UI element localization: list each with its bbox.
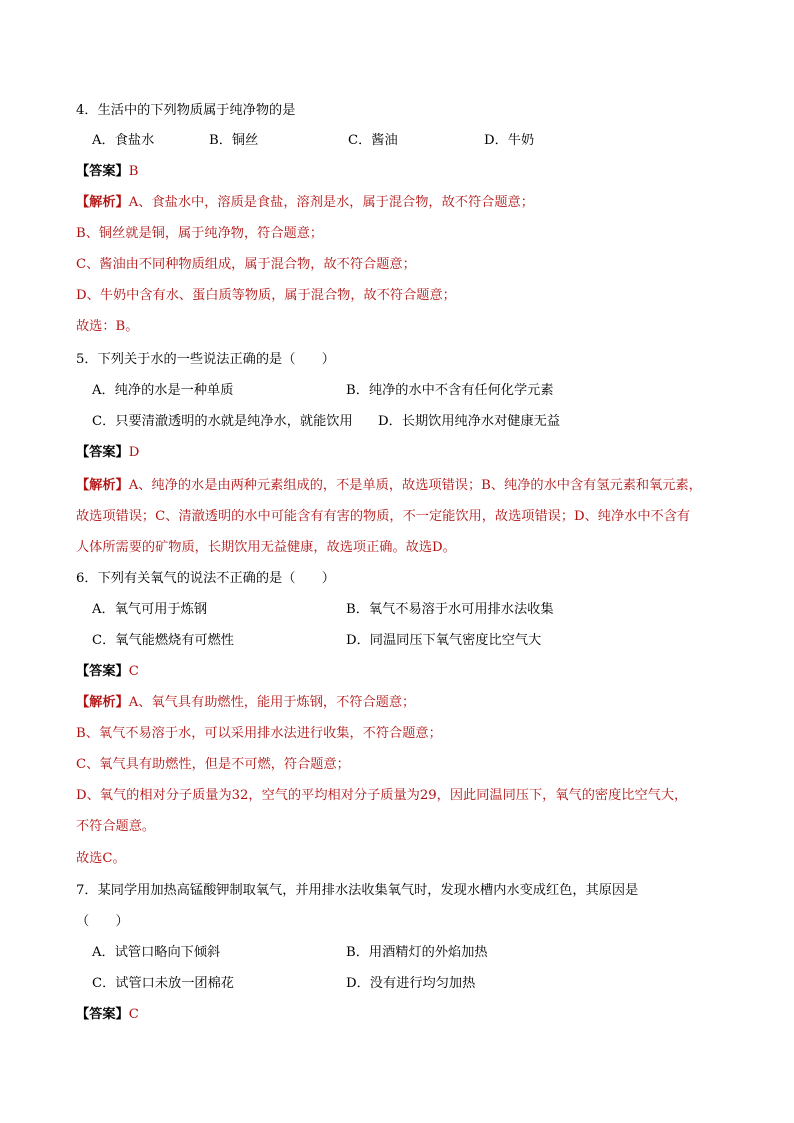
q4-analysis-line: D、牛奶中含有水、蛋白质等物质，属于混合物，故不符合题意； [76, 288, 456, 303]
answer-tag: 【答案】 [76, 445, 129, 460]
q6-option-c: C．氧气能燃烧有可燃性 [92, 633, 234, 648]
q6-analysis-line: B、氧气不易溶于水，可以采用排水法进行收集，不符合题意； [76, 726, 442, 741]
q7-answer [76, 1005, 139, 1025]
q7-stem: 7．某同学用加热高锰酸钾制取氧气，并用排水法收集氧气时，发现水槽内水变成红色，其原因是 [76, 883, 639, 898]
q6-analysis-line: 不符合题意。 [76, 819, 156, 834]
q4-conclusion: 故选：B。 [76, 319, 139, 334]
q6-option-a: A．氧气可用于炼钢 [92, 602, 208, 617]
answer-value: B [128, 164, 139, 179]
q6-analysis-line: D、氧气的相对分子质量为32，空气的平均相对分子质量为29，因此同温同压下，氧气的密度比空气大， [76, 788, 688, 803]
analysis-text: A、纯净的水是由两种元素组成的，不是单质，故选项错误；B、纯净的水中含有氢元素和氧元素， [128, 478, 702, 493]
q4-option-b: B．铜丝 [209, 133, 259, 148]
q5-analysis-line: 故选项错误；C、清澈透明的水中可能含有有害的物质，不一定能饮用，故选项错误；D、纯净水中不含有 [76, 509, 691, 524]
q6-option-b: B．氧气不易溶于水可用排水法收集 [346, 602, 554, 617]
q6-answer [76, 662, 139, 682]
q4-option-c: C．酱油 [348, 133, 398, 148]
analysis-text: A、氧气具有助燃性，能用于炼钢，不符合题意； [128, 695, 416, 710]
q4-analysis-line: B、铜丝就是铜，属于纯净物，符合题意； [76, 226, 324, 241]
q5-answer [76, 443, 139, 463]
q5-option-a: A．纯净的水是一种单质 [92, 383, 234, 398]
answer-tag: 【答案】 [76, 1007, 129, 1022]
analysis-tag: 【解析】 [76, 478, 129, 493]
analysis-text: A、食盐水中，溶质是食盐，溶剂是水，属于混合物，故不符合题意； [128, 195, 534, 210]
q6-option-d: D．同温同压下氧气密度比空气大 [346, 633, 542, 648]
q4-option-a: A．食盐水 [92, 133, 155, 148]
q7-option-d: D．没有进行均匀加热 [346, 976, 476, 991]
q6-analysis-line [76, 693, 415, 713]
q6-stem: 6．下列有关氧气的说法不正确的是（ ） [76, 571, 335, 586]
q5-option-d: D．长期饮用纯净水对健康无益 [378, 414, 561, 429]
q4-stem: 4．生活中的下列物质属于纯净物的是 [76, 103, 296, 118]
q7-option-a: A．试管口略向下倾斜 [92, 945, 221, 960]
q7-option-b: B．用酒精灯的外焰加热 [346, 945, 488, 960]
q7-option-c: C．试管口未放一团棉花 [92, 976, 234, 991]
answer-tag: 【答案】 [76, 664, 129, 679]
q5-stem: 5．下列关于水的一些说法正确的是（ ） [76, 352, 335, 367]
q5-option-b: B．纯净的水中不含有任何化学元素 [346, 383, 554, 398]
answer-tag: 【答案】 [76, 164, 129, 179]
analysis-tag: 【解析】 [76, 695, 129, 710]
q6-conclusion: 故选C。 [76, 851, 126, 866]
q5-analysis-line [76, 476, 702, 496]
q4-answer [76, 162, 138, 182]
answer-value: C [128, 664, 139, 679]
q6-analysis-line: C、氧气具有助燃性，但是不可燃，符合题意； [76, 757, 350, 772]
q4-analysis-line: C、酱油由不同种物质组成，属于混合物，故不符合题意； [76, 257, 416, 272]
q7-stem-bracket: （ ） [76, 914, 129, 929]
answer-value: D [128, 445, 140, 460]
q5-option-c: C．只要清澈透明的水就是纯净水，就能饮用 [92, 414, 353, 429]
q4-analysis-line [76, 193, 534, 213]
answer-value: C [128, 1007, 139, 1022]
analysis-tag: 【解析】 [76, 195, 129, 210]
q4-option-d: D．牛奶 [484, 133, 535, 148]
q5-analysis-line: 人体所需要的矿物质，长期饮用无益健康，故选项正确。故选D。 [76, 540, 456, 555]
